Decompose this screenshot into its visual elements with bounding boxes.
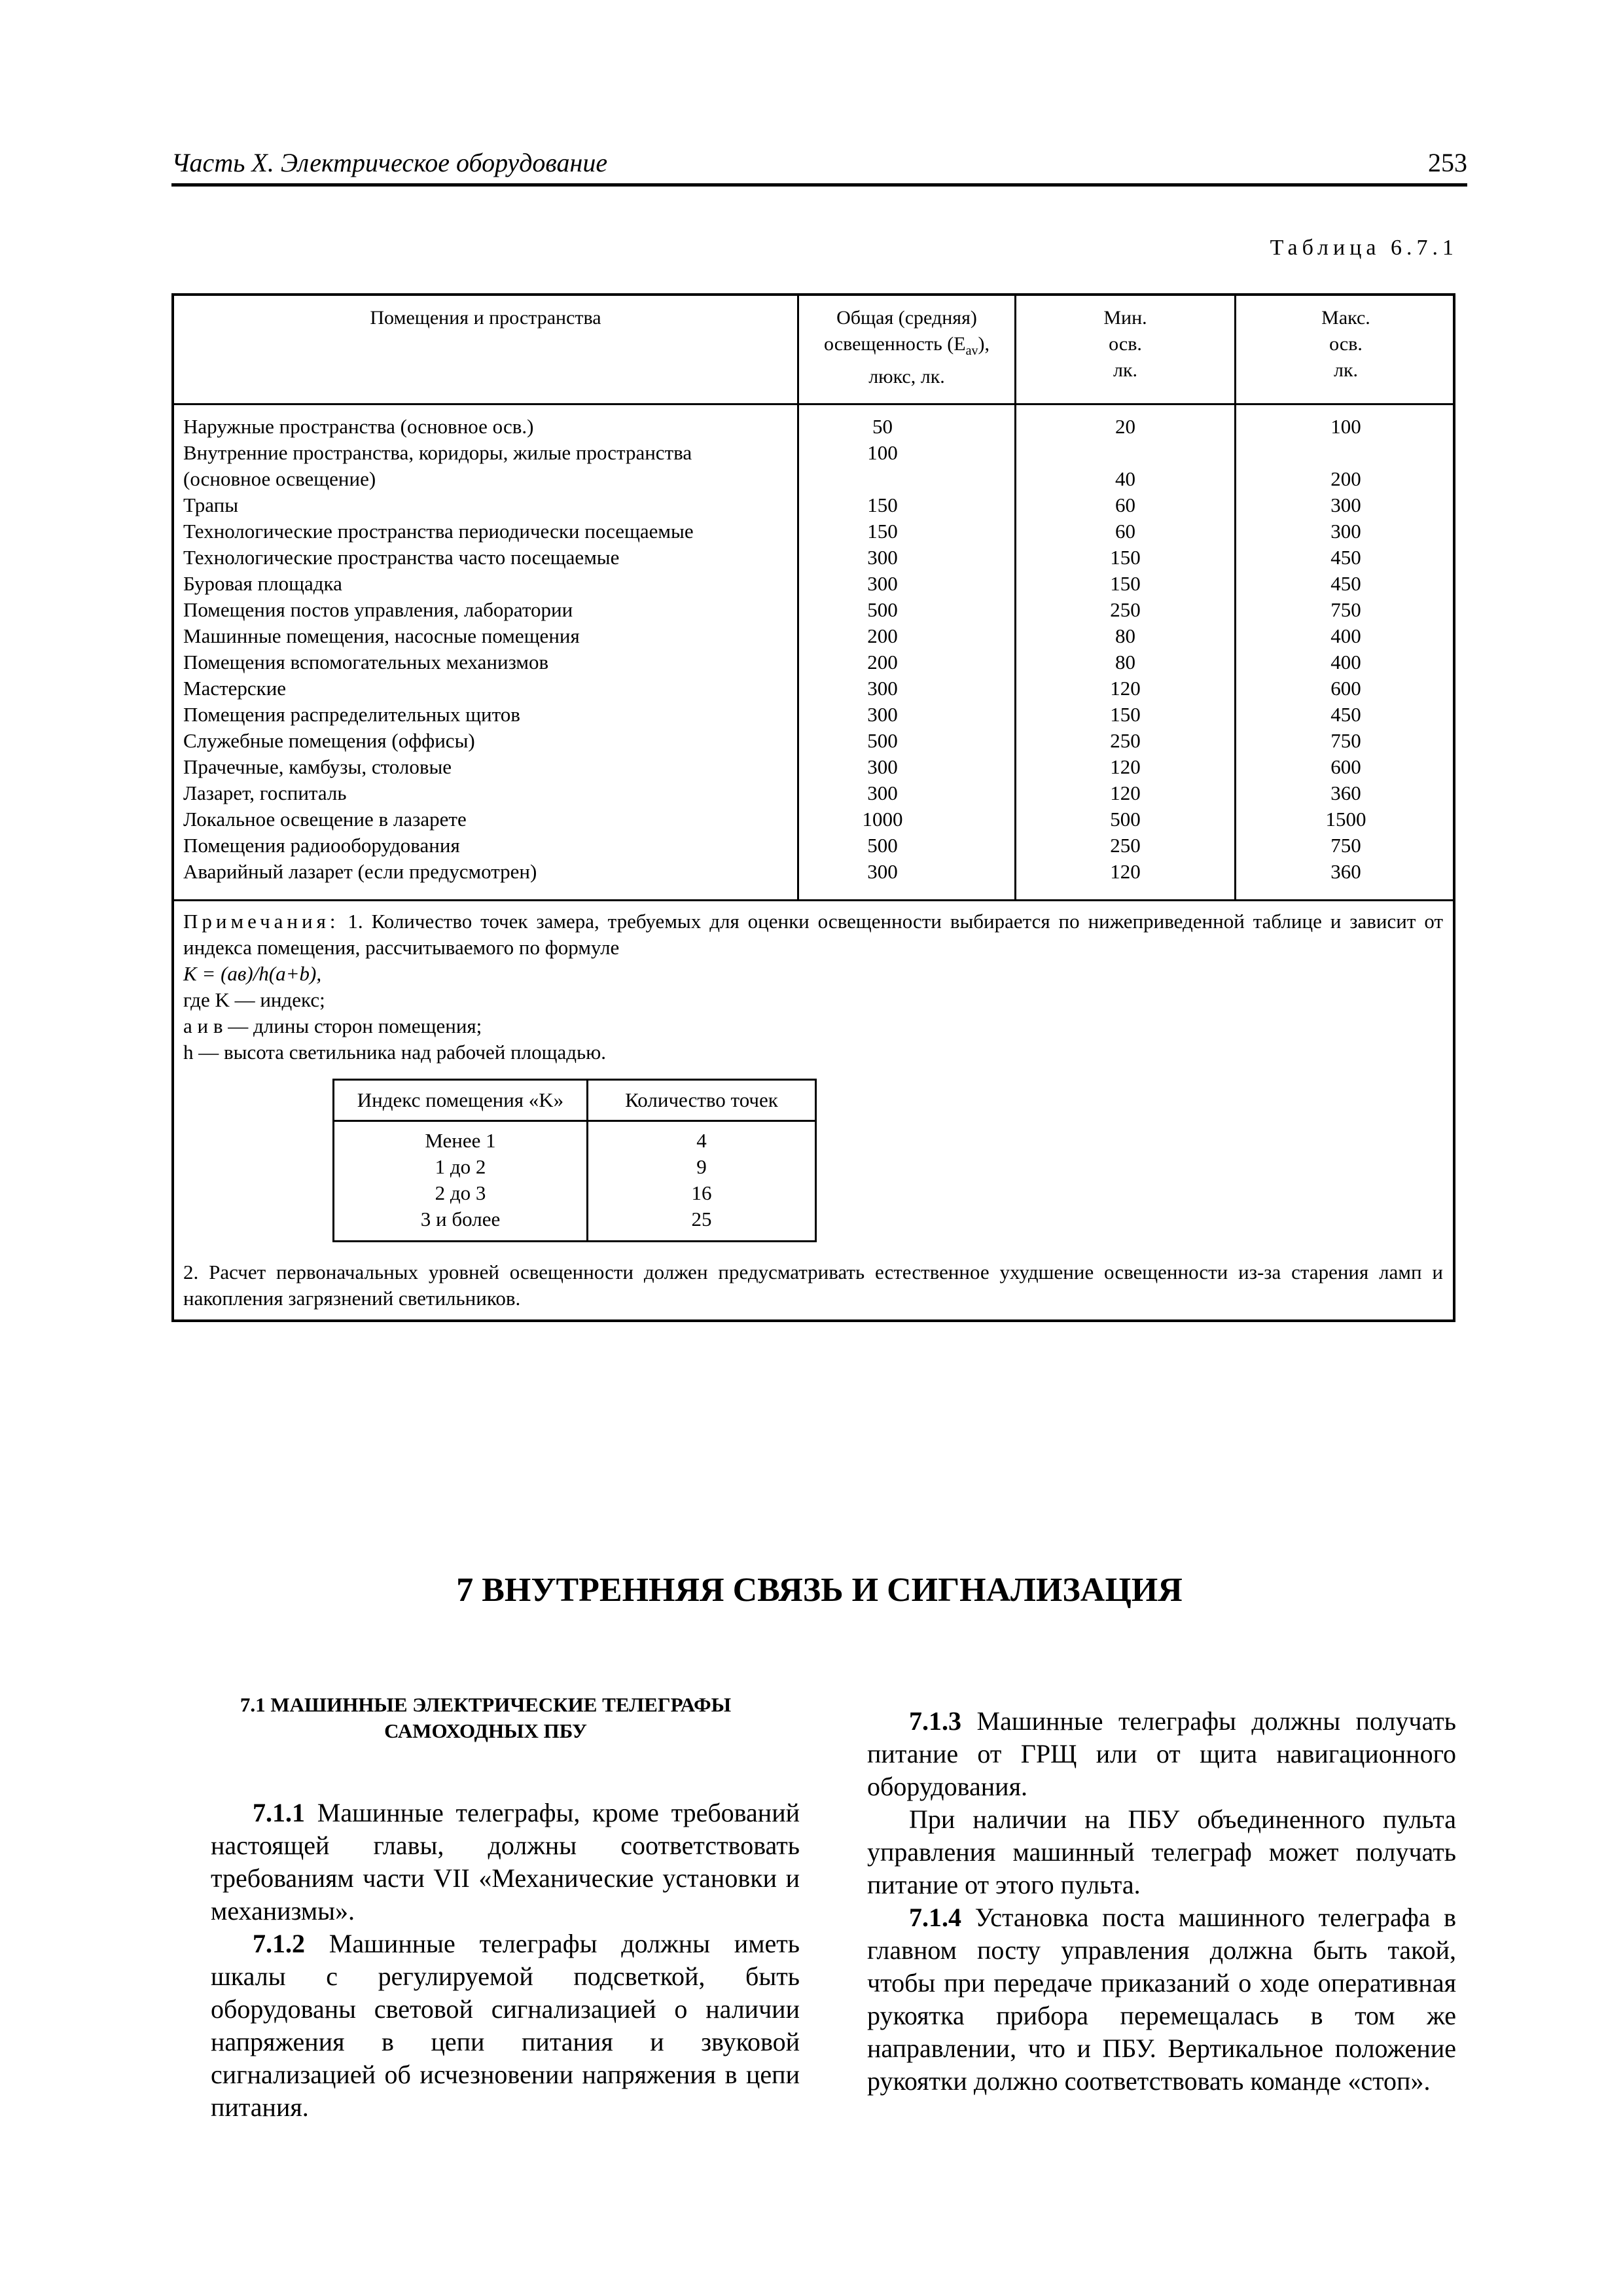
inner-cell-points: 9 (696, 1155, 707, 1178)
table-cell-name: (основное освещение) (183, 467, 376, 490)
inner-cell-points: 25 (691, 1208, 712, 1230)
table-cell-max: 750 (1330, 598, 1361, 621)
table-cell-name: Помещения радиооборудования (183, 834, 460, 857)
table-cell-name: Лазарет, госпиталь (183, 781, 347, 804)
inner-header-divider (334, 1120, 815, 1122)
table-cell-max: 300 (1330, 493, 1361, 516)
table-cell-max: 400 (1330, 651, 1361, 673)
table-cell-avg: 200 (867, 651, 898, 673)
table-cell-max: 450 (1330, 703, 1361, 726)
table-cell-name: Технологические пространства часто посещаемые (183, 546, 620, 569)
paragraph-7-1-2: 7.1.2 Машинные телеграфы должны иметь шкалы с регулируемой подсветкой, быть оборудованы световой сигнализацией о наличии напряжения в цепи питания и звуковой сигнализацией об исчезновении напряжения в цепи питания. (211, 1929, 800, 2122)
column-spaces (183, 414, 789, 885)
table-cell-max: 360 (1330, 781, 1361, 804)
table-cell-max: 200 (1330, 467, 1361, 490)
inner-cell-index: 2 до 3 (435, 1181, 486, 1204)
table-cell-avg: 1000 (862, 808, 903, 831)
table-cell-min: 40 (1115, 467, 1135, 490)
table-cell-min (1016, 440, 1234, 466)
table-cell-name: Аварийный лазарет (если предусмотрен) (183, 860, 537, 883)
table-cell-max: 750 (1330, 729, 1361, 752)
inner-column-index (334, 1128, 586, 1232)
table-cell-min: 80 (1115, 651, 1135, 673)
column-min (1016, 414, 1234, 885)
table-cell-avg: 150 (867, 520, 898, 543)
table-cell-avg: 300 (867, 860, 898, 883)
paragraph-7-1-4: 7.1.4 Установка поста машинного телеграфа в главном посту управления должна быть такой, чтобы при передаче приказаний о ходе оперативная рукоятка прибора перемещалась в том же направлении, что и ПБУ. Вертикальное положение рукоятки должно соответствовать команде «стоп». (867, 1903, 1456, 2096)
table-cell-avg: 500 (867, 598, 898, 621)
table-cell-name: Прачечные, камбузы, столовые (183, 755, 452, 778)
table-cell-name: Помещения вспомогательных механизмов (183, 651, 549, 673)
inner-cell-index: 1 до 2 (435, 1155, 486, 1178)
table-cell-min: 120 (1110, 860, 1141, 883)
column-max (1236, 414, 1455, 885)
table-cell-max: 300 (1330, 520, 1361, 543)
table-notes-divider (174, 899, 1453, 901)
table-cell-max: 750 (1330, 834, 1361, 857)
table-cell-max: 450 (1330, 572, 1361, 595)
table-cell-max (1236, 440, 1455, 466)
formula-where: где K — индекс; (183, 988, 325, 1011)
inner-header-points: Количество точек (625, 1088, 778, 1111)
header-max-illumination: Макс. осв. лк. (1321, 307, 1370, 381)
table-cell-max: 600 (1330, 755, 1361, 778)
inner-cell-index: 3 и более (420, 1208, 501, 1230)
table-cell-name: Внутренние пространства, коридоры, жилые пространства (183, 441, 692, 464)
table-cell-name: Локальное освещение в лазарете (183, 808, 467, 831)
table-cell-min: 250 (1110, 598, 1141, 621)
running-header (171, 143, 1467, 187)
table-cell-name: Технологические пространства периодически посещаемые (183, 520, 694, 543)
table-caption: Таблица 6.7.1 (1270, 236, 1458, 260)
table-cell-name: Помещения распределительных щитов (183, 703, 520, 726)
table-cell-min: 60 (1115, 493, 1135, 516)
illumination-table (171, 293, 1455, 1322)
table-cell-avg: 500 (867, 729, 898, 752)
paragraph-7-1-1: 7.1.1 Машинные телеграфы, кроме требований настоящей главы, должны соответствовать требованиям части VII «Механические установки и механизмы». (211, 1798, 800, 1926)
table-cell-avg: 100 (867, 441, 898, 464)
table-cell-avg: 50 (872, 415, 893, 438)
column-average (799, 414, 966, 885)
subsection-title: 7.1 МАШИННЫЕ ЭЛЕКТРИЧЕСКИЕ ТЕЛЕГРАФЫ САМОХОДНЫХ ПБУ (240, 1693, 732, 1742)
table-cell-max: 360 (1330, 860, 1361, 883)
header-average-illumination: Общая (средняя) освещенность $(E_{av})$, люкс, лк. (824, 307, 990, 387)
table-cell-max: 100 (1330, 415, 1361, 438)
right-column (867, 1705, 1456, 2098)
page-number: 253 (1428, 148, 1467, 177)
table-cell-name: Буровая площадка (183, 572, 342, 595)
measurement-points-table (332, 1079, 817, 1242)
formula-h: h — высота светильника над рабочей площадью. (183, 1041, 607, 1064)
table-cell-min: 20 (1115, 415, 1135, 438)
header-spaces: Помещения и пространства (370, 307, 601, 329)
table-cell-avg: 150 (867, 493, 898, 516)
table-cell-max: 1500 (1325, 808, 1366, 831)
inner-cell-index: Менее 1 (425, 1129, 496, 1152)
table-cell-min: 150 (1110, 703, 1141, 726)
table-cell-avg: 300 (867, 755, 898, 778)
table-cell-min: 250 (1110, 729, 1141, 752)
table-cell-name: Служебные помещения (оффисы) (183, 729, 475, 752)
note-1: Примечания: 1. Количество точек замера, требуемых для оценки освещенности выбирается по нижеприведенной таблице и зависит от индекса помещения, рассчитываемого по формуле (183, 910, 1443, 959)
formula: K = (ав)/h(a+b), (183, 962, 322, 985)
paragraph-7-1-3: 7.1.3 Машинные телеграфы должны получать питание от ГРЩ или от щита навигационного оборудования. (867, 1706, 1456, 1801)
table-cell-min: 60 (1115, 520, 1135, 543)
section-title: 7 ВНУТРЕННЯЯ СВЯЗЬ И СИГНАЛИЗАЦИЯ (456, 1571, 1183, 1609)
table-cell-avg: 200 (867, 624, 898, 647)
note-2: 2. Расчет первоначальных уровней освещенности должен предусматривать естественное ухудшение освещенности из-за старения ламп и накопления загрязнений светильников. (183, 1261, 1443, 1310)
table-cell-min: 80 (1115, 624, 1135, 647)
table-cell-max: 400 (1330, 624, 1361, 647)
header-min-illumination: Мин. осв. лк. (1103, 307, 1147, 381)
table-cell-avg: 300 (867, 546, 898, 569)
inner-header-index: Индекс помещения «K» (357, 1088, 564, 1111)
table-notes (183, 908, 1443, 1066)
table-cell-name: Наружные пространства (основное осв.) (183, 415, 534, 438)
table-cell-min: 150 (1110, 572, 1141, 595)
table-cell-avg: 300 (867, 703, 898, 726)
formula-ab: а и в — длины сторон помещения; (183, 1014, 482, 1037)
table-cell-avg (799, 466, 966, 492)
table-cell-name: Мастерские (183, 677, 287, 700)
inner-column-points (588, 1128, 815, 1232)
table-cell-min: 150 (1110, 546, 1141, 569)
table-cell-min: 120 (1110, 677, 1141, 700)
table-cell-min: 500 (1110, 808, 1141, 831)
table-cell-max: 450 (1330, 546, 1361, 569)
table-cell-name: Машинные помещения, насосные помещения (183, 624, 580, 647)
table-cell-name: Помещения постов управления, лаборатории (183, 598, 573, 621)
table-header-divider (174, 403, 1453, 405)
left-column (211, 1797, 800, 2124)
table-cell-avg: 300 (867, 572, 898, 595)
table-cell-name: Трапы (183, 493, 239, 516)
table-cell-min: 120 (1110, 781, 1141, 804)
paragraph-7-1-3-b: При наличии на ПБУ объединенного пульта управления машинный телеграф может получать питание от этого пульта. (867, 1804, 1456, 1899)
header-title: Часть X. Электрическое оборудование (171, 148, 608, 177)
table-cell-min: 120 (1110, 755, 1141, 778)
table-cell-min: 250 (1110, 834, 1141, 857)
inner-cell-points: 4 (696, 1129, 707, 1152)
table-cell-avg: 300 (867, 781, 898, 804)
table-cell-avg: 500 (867, 834, 898, 857)
table-cell-avg: 300 (867, 677, 898, 700)
table-cell-max: 600 (1330, 677, 1361, 700)
inner-cell-points: 16 (691, 1181, 712, 1204)
